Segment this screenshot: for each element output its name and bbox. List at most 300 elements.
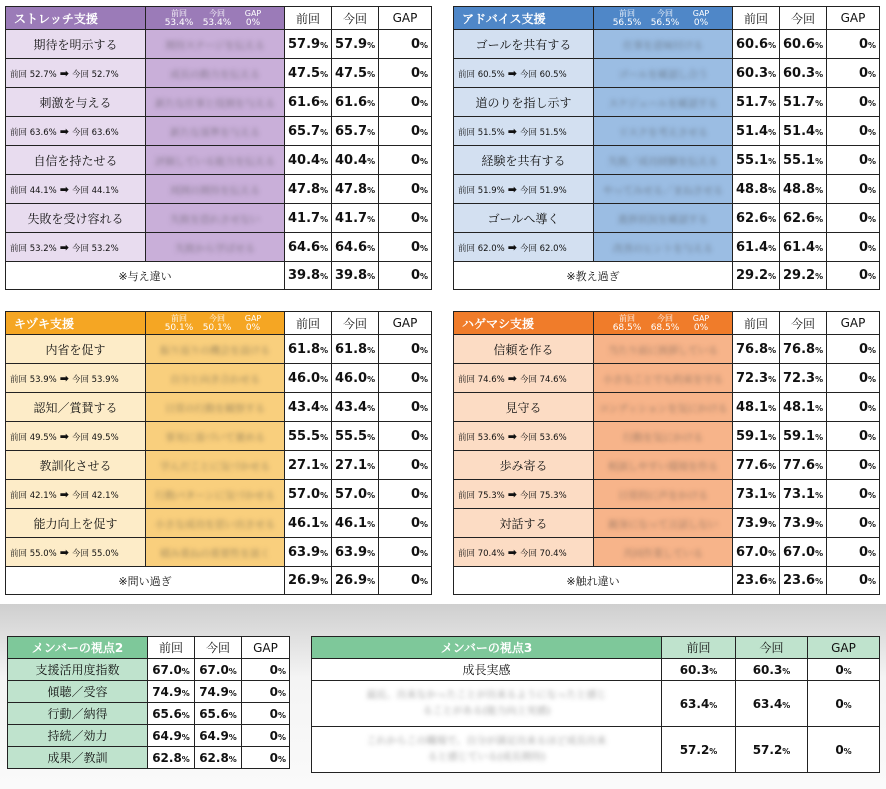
percent-unit: % (367, 98, 376, 108)
value-text: 0 (269, 750, 278, 765)
row-label (312, 659, 662, 681)
value-text: 43.4 (335, 399, 368, 415)
group-label: 経験を共有する (454, 146, 594, 175)
percent-unit: % (815, 98, 824, 108)
percent-unit: % (320, 127, 329, 137)
arrow-icon: ➡ (59, 240, 69, 254)
value-text: 46.0 (335, 370, 368, 386)
value-text: 0 (410, 152, 420, 168)
sub-prev: 前回 63.6% (10, 127, 57, 138)
prev-header: 前回 (148, 637, 195, 659)
group-subscore (6, 538, 146, 567)
value-cell (780, 59, 827, 88)
percent-unit: % (815, 243, 824, 253)
percent-unit: % (320, 548, 329, 558)
table-row (6, 30, 432, 59)
percent-unit: % (867, 69, 876, 79)
percent-unit: % (320, 243, 329, 253)
percent-unit: % (181, 666, 190, 676)
value-cell (780, 30, 827, 59)
row-label-text: 最近、出来なかったことが出来るようになったと感じることがある(能力向上実感) (366, 689, 607, 717)
value-text: 0 (410, 486, 420, 502)
value-text: 0 (858, 399, 868, 415)
panel-summary (146, 7, 285, 30)
percent-unit: % (815, 519, 824, 529)
curr-header: 今回 (780, 7, 827, 30)
value-cell (733, 59, 780, 88)
table-row (6, 480, 432, 509)
value-cell (332, 146, 379, 175)
item-cell (146, 88, 285, 117)
value-cell (332, 175, 379, 204)
value-cell (148, 725, 195, 747)
value-cell (285, 422, 332, 451)
summary-value: 68.5% (650, 322, 680, 333)
percent-unit: % (867, 40, 876, 50)
percent-unit: % (181, 688, 190, 698)
sub-curr: 今回 49.5% (71, 432, 119, 443)
item-cell (594, 233, 733, 262)
value-text: 47.8 (335, 181, 368, 197)
summary-label: 今回 (657, 8, 673, 18)
item-text: 小さなことでも約束を守る (603, 374, 723, 386)
value-cell (808, 727, 880, 773)
percent-unit: % (367, 374, 376, 384)
percent-unit: % (768, 490, 777, 500)
value-cell (379, 146, 432, 175)
value-text: 0 (858, 210, 868, 226)
value-cell (733, 335, 780, 364)
summary-label: GAP (244, 8, 262, 18)
value-text: 60.3 (679, 662, 710, 677)
table-row (6, 233, 432, 262)
item-text: 積み重ねの重要性を説く (160, 548, 270, 560)
row-label-text: これからこの職場で、自分が満足出来るほど成長出来ると感じている(成長期待) (366, 735, 607, 763)
summary-label: GAP (244, 313, 262, 323)
value-text: 39.8 (335, 268, 368, 283)
value-text: 64.9 (199, 728, 229, 743)
value-cell (827, 146, 880, 175)
value-cell (827, 451, 880, 480)
value-cell (780, 509, 827, 538)
sub-curr: 今回 74.6% (519, 374, 567, 385)
group-subscore (454, 117, 594, 146)
value-cell (332, 567, 379, 595)
sub-curr: 今回 62.0% (519, 243, 567, 254)
item-text: 事実に基づいて褒める (165, 432, 265, 444)
item-cell (594, 88, 733, 117)
sub-curr: 今回 42.1% (71, 490, 119, 501)
sub-curr: 今回 63.6% (71, 127, 119, 138)
group-subscore (454, 59, 594, 88)
viewpoint3-title: メンバーの視点3 (312, 637, 662, 659)
row-label: 持続／効力 (8, 725, 148, 747)
percent-unit: % (709, 700, 718, 710)
percent-unit: % (367, 432, 376, 442)
percent-unit: % (782, 746, 791, 756)
value-text: 29.2 (736, 268, 769, 283)
value-cell (780, 364, 827, 393)
sub-prev: 前回 53.9% (10, 374, 57, 385)
value-cell (332, 262, 379, 290)
value-cell (332, 59, 379, 88)
footer-row (454, 567, 880, 595)
value-text: 48.1 (736, 399, 769, 415)
item-cell (594, 204, 733, 233)
value-text: 0 (858, 123, 868, 139)
value-text: 67.0 (736, 544, 769, 560)
sub-prev: 前回 62.0% (458, 243, 505, 254)
gap-header: GAP (242, 637, 290, 659)
arrow-icon: ➡ (507, 240, 517, 254)
item-text: 相談しやすい環境を作る (608, 461, 718, 473)
value-cell (733, 233, 780, 262)
percent-unit: % (419, 156, 428, 166)
footer-note: ※問い過ぎ (6, 567, 285, 595)
percent-unit: % (320, 374, 329, 384)
value-cell (780, 117, 827, 146)
arrow-icon: ➡ (59, 124, 69, 138)
percent-unit: % (277, 732, 286, 742)
curr-header: 今回 (736, 637, 808, 659)
summary-gap (684, 314, 718, 333)
value-text: 65.6 (152, 706, 182, 721)
value-cell (827, 204, 880, 233)
item-cell (146, 393, 285, 422)
prev-header: 前回 (285, 7, 332, 30)
value-cell (662, 659, 736, 681)
sub-prev: 前回 44.1% (10, 185, 57, 196)
value-text: 0 (269, 662, 278, 677)
value-text: 26.9 (288, 573, 321, 588)
summary-value: 0% (693, 322, 709, 333)
table-row (6, 59, 432, 88)
percent-unit: % (367, 214, 376, 224)
percent-unit: % (419, 461, 428, 471)
percent-unit: % (367, 577, 376, 586)
value-cell (733, 146, 780, 175)
group-label: 見守る (454, 393, 594, 422)
item-cell (594, 335, 733, 364)
percent-unit: % (843, 666, 852, 676)
row-label: 成果／教訓 (8, 747, 148, 769)
item-cell (146, 335, 285, 364)
percent-unit: % (867, 345, 876, 355)
value-cell (827, 538, 880, 567)
footer-note: ※与え違い (6, 262, 285, 290)
table-row (8, 747, 290, 769)
percent-unit: % (181, 732, 190, 742)
panel-summary (594, 312, 733, 335)
percent-unit: % (181, 710, 190, 720)
value-text: 60.3 (736, 65, 769, 81)
percent-unit: % (419, 519, 428, 529)
item-cell (594, 422, 733, 451)
value-text: 76.8 (736, 341, 769, 357)
value-cell (780, 262, 827, 290)
prev-header: 前回 (285, 312, 332, 335)
percent-unit: % (367, 403, 376, 413)
summary-curr (198, 314, 236, 333)
item-cell (146, 117, 285, 146)
value-text: 72.3 (736, 370, 769, 386)
summary-curr (198, 9, 236, 28)
percent-unit: % (815, 577, 824, 586)
value-text: 61.4 (736, 239, 769, 255)
value-cell (780, 146, 827, 175)
group-label: 道のりを指し示す (454, 88, 594, 117)
table-row (454, 451, 880, 480)
panel-summary (594, 7, 733, 30)
value-text: 0 (410, 515, 420, 531)
table-row (312, 659, 880, 681)
value-text: 57.2 (752, 742, 783, 757)
group-label: 対話する (454, 509, 594, 538)
value-text: 0 (858, 486, 868, 502)
table-row (454, 175, 880, 204)
summary-gap (236, 314, 270, 333)
value-cell (195, 703, 242, 725)
percent-unit: % (867, 577, 876, 586)
value-text: 51.4 (783, 123, 816, 139)
value-cell (379, 567, 432, 595)
group-subscore (6, 117, 146, 146)
sub-curr: 今回 75.3% (519, 490, 567, 501)
value-text: 65.7 (335, 123, 368, 139)
sub-curr: 今回 44.1% (71, 185, 119, 196)
percent-unit: % (768, 40, 777, 50)
value-text: 51.4 (736, 123, 769, 139)
item-text: 成長の動力を伝える (170, 69, 260, 81)
table-row (454, 233, 880, 262)
summary-value: 68.5% (612, 322, 642, 333)
percent-unit: % (843, 746, 852, 756)
value-text: 0 (410, 457, 420, 473)
value-text: 46.1 (335, 515, 368, 531)
value-text: 48.8 (783, 181, 816, 197)
value-text: 57.0 (335, 486, 368, 502)
value-text: 0 (410, 210, 420, 226)
value-cell (285, 393, 332, 422)
footer-note: ※触れ違い (454, 567, 733, 595)
percent-unit: % (320, 40, 329, 50)
value-text: 73.1 (783, 486, 816, 502)
percent-unit: % (228, 666, 237, 676)
value-text: 0 (410, 573, 420, 588)
stretch-support-table (5, 6, 432, 290)
item-cell (146, 451, 285, 480)
value-text: 47.8 (288, 181, 321, 197)
value-text: 0 (410, 399, 420, 415)
percent-unit: % (867, 156, 876, 166)
value-text: 59.1 (736, 428, 769, 444)
value-cell (827, 480, 880, 509)
value-cell (733, 88, 780, 117)
value-text: 47.5 (335, 65, 368, 81)
value-cell (733, 422, 780, 451)
item-cell (146, 422, 285, 451)
value-cell (780, 538, 827, 567)
value-text: 0 (410, 36, 420, 52)
value-cell (332, 30, 379, 59)
item-text: 日常的に声をかける (618, 490, 708, 502)
percent-unit: % (367, 40, 376, 50)
percent-unit: % (709, 746, 718, 756)
value-cell (827, 567, 880, 595)
value-text: 48.1 (783, 399, 816, 415)
value-cell (195, 681, 242, 703)
value-text: 51.7 (783, 94, 816, 110)
item-text: 行動を気にかける (623, 432, 703, 444)
summary-curr (646, 314, 684, 333)
value-text: 63.4 (679, 696, 710, 711)
value-cell (736, 659, 808, 681)
summary-label: 前回 (171, 8, 187, 18)
percent-unit: % (228, 732, 237, 742)
value-text: 67.0 (783, 544, 816, 560)
table-row (6, 364, 432, 393)
value-text: 55.1 (736, 152, 769, 168)
curr-header: 今回 (332, 7, 379, 30)
value-cell (285, 335, 332, 364)
item-cell (146, 59, 285, 88)
value-cell (242, 681, 290, 703)
sub-prev: 前回 42.1% (10, 490, 57, 501)
group-label: 認知／賞賛する (6, 393, 146, 422)
group-subscore (454, 364, 594, 393)
item-cell (146, 480, 285, 509)
table-row (454, 509, 880, 538)
value-text: 0 (858, 515, 868, 531)
value-cell (733, 538, 780, 567)
value-text: 61.8 (288, 341, 321, 357)
group-label: 能力向上を促す (6, 509, 146, 538)
value-text: 0 (410, 428, 420, 444)
sub-prev: 前回 53.6% (458, 432, 505, 443)
group-label: 信頼を作る (454, 335, 594, 364)
value-cell (827, 364, 880, 393)
percent-unit: % (367, 345, 376, 355)
table-row (6, 335, 432, 364)
advice-support-table (453, 6, 880, 290)
value-cell (827, 335, 880, 364)
value-cell (827, 393, 880, 422)
percent-unit: % (277, 688, 286, 698)
row-label-text: 成長実感 (462, 663, 511, 677)
percent-unit: % (768, 345, 777, 355)
value-text: 72.3 (783, 370, 816, 386)
value-text: 0 (269, 684, 278, 699)
value-cell (379, 88, 432, 117)
table-row (454, 117, 880, 146)
percent-unit: % (768, 272, 777, 281)
item-cell (594, 117, 733, 146)
value-text: 0 (410, 239, 420, 255)
value-text: 0 (410, 123, 420, 139)
value-text: 77.6 (783, 457, 816, 473)
item-text: 失敗／成功経験を伝える (608, 156, 718, 168)
value-text: 0 (410, 94, 420, 110)
table-row (454, 393, 880, 422)
item-cell (594, 480, 733, 509)
value-cell (733, 364, 780, 393)
value-text: 0 (858, 457, 868, 473)
sub-prev: 前回 75.3% (458, 490, 505, 501)
hagemashi-support-table (453, 311, 880, 595)
value-text: 0 (858, 152, 868, 168)
value-text: 46.0 (288, 370, 321, 386)
value-cell (662, 681, 736, 727)
table-row (454, 59, 880, 88)
table-row (8, 681, 290, 703)
gap-header: GAP (379, 312, 432, 335)
percent-unit: % (768, 69, 777, 79)
percent-unit: % (419, 432, 428, 442)
percent-unit: % (419, 272, 428, 281)
value-cell (827, 59, 880, 88)
table-row (6, 393, 432, 422)
value-cell (733, 30, 780, 59)
value-text: 0 (835, 696, 844, 711)
value-cell (379, 538, 432, 567)
value-text: 73.9 (783, 515, 816, 531)
sub-prev: 前回 49.5% (10, 432, 57, 443)
summary-value: 0% (245, 322, 261, 333)
percent-unit: % (768, 548, 777, 558)
summary-prev (608, 9, 646, 28)
prev-header: 前回 (733, 312, 780, 335)
percent-unit: % (320, 69, 329, 79)
percent-unit: % (419, 243, 428, 253)
percent-unit: % (815, 272, 824, 281)
gap-header: GAP (808, 637, 880, 659)
percent-unit: % (782, 666, 791, 676)
item-text: 失敗を恐れさせない (170, 214, 260, 226)
value-cell (780, 175, 827, 204)
value-cell (780, 567, 827, 595)
percent-unit: % (367, 490, 376, 500)
percent-unit: % (277, 666, 286, 676)
value-cell (780, 451, 827, 480)
value-cell (332, 204, 379, 233)
value-cell (332, 538, 379, 567)
value-cell (780, 422, 827, 451)
value-text: 57.2 (679, 742, 710, 757)
value-text: 0 (858, 94, 868, 110)
summary-value: 50.1% (202, 322, 232, 333)
value-cell (827, 117, 880, 146)
value-text: 62.6 (736, 210, 769, 226)
percent-unit: % (815, 345, 824, 355)
percent-unit: % (768, 577, 777, 586)
value-text: 0 (858, 65, 868, 81)
value-text: 67.0 (199, 662, 229, 677)
table-row (8, 725, 290, 747)
percent-unit: % (815, 490, 824, 500)
table-row (8, 703, 290, 725)
item-text: 期待ステージを伝える (165, 40, 265, 52)
sub-curr: 今回 55.0% (71, 548, 119, 559)
value-text: 0 (858, 573, 868, 588)
curr-header: 今回 (332, 312, 379, 335)
item-cell (594, 175, 733, 204)
item-text: ゴールを確認し合う (618, 69, 708, 81)
value-cell (148, 659, 195, 681)
value-cell (733, 204, 780, 233)
percent-unit: % (768, 519, 777, 529)
value-text: 0 (858, 370, 868, 386)
footer-note: ※教え過ぎ (454, 262, 733, 290)
